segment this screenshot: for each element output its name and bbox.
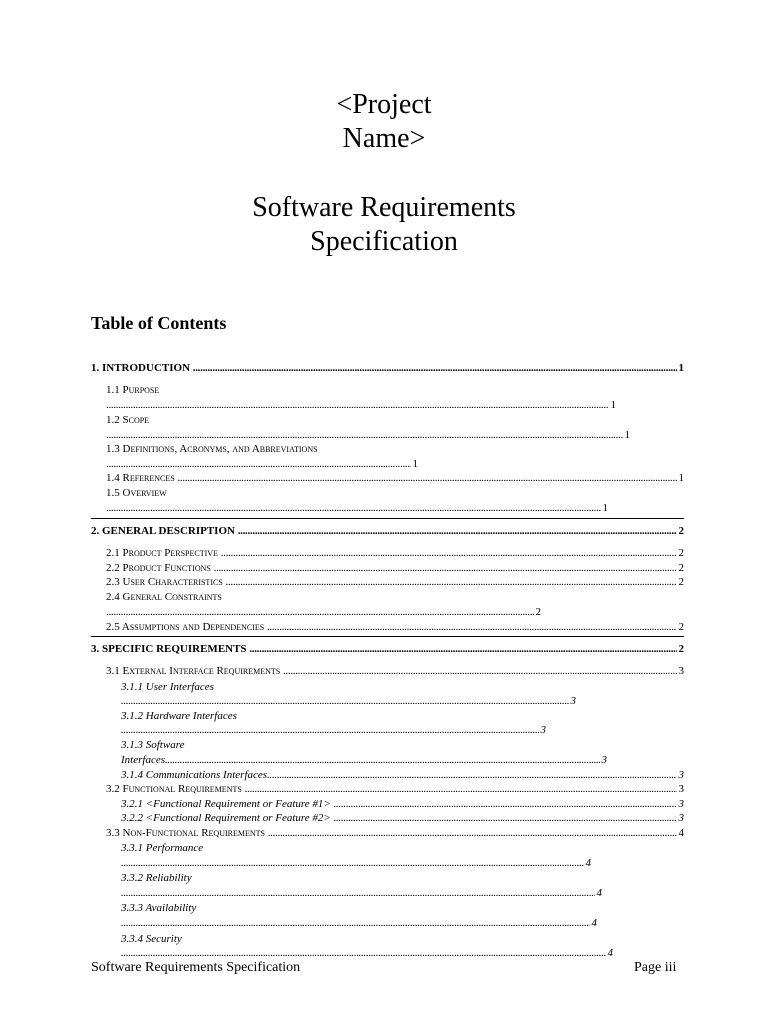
toc-entry-2-5[interactable]: 2.5 Assumptions and Dependencies ..... 2: [106, 620, 684, 634]
section-divider: [91, 518, 684, 519]
toc-entry-3-2-1[interactable]: 3.2.1 <Functional Requirement or Feature #1> ..... 3: [121, 797, 684, 811]
toc-leader-1-1: ..... 1: [106, 398, 616, 412]
toc-leader-2-4: ..... 2: [106, 605, 541, 619]
toc-heading: Table of Contents: [91, 313, 227, 333]
toc-entry-3-3-3[interactable]: 3.3.3 Availability: [121, 902, 197, 914]
toc-entry-1-3[interactable]: 1.3 Definitions, Acronyms, and Abbreviations: [106, 443, 318, 455]
project-name-title: <Project Name>: [336, 89, 432, 154]
footer-page-number: Page iii: [634, 960, 677, 975]
section-divider: [91, 636, 684, 637]
toc-entry-3-1-3-cont[interactable]: Interfaces ..... 3: [121, 753, 607, 767]
toc-entry-3-3-2[interactable]: 3.3.2 Reliability: [121, 872, 192, 884]
toc-leader-3-1-1: ..... 3: [121, 694, 576, 708]
toc-leader-1-3: ..... 1: [106, 457, 418, 471]
toc-entry-3[interactable]: 3. SPECIFIC REQUIREMENTS ..... 2: [91, 642, 684, 656]
toc-entry-2-1[interactable]: 2.1 Product Perspective ..... 2: [106, 546, 684, 560]
toc-leader-3-3-3: ..... 4: [121, 916, 597, 930]
toc-leader-3-3-2: ..... 4: [121, 886, 602, 900]
toc-entry-3-1-2[interactable]: 3.1.2 Hardware Interfaces: [121, 710, 237, 722]
toc-entry-1[interactable]: 1. INTRODUCTION ..... 1: [91, 361, 684, 375]
toc-leader-3-1-2: ..... 3: [121, 723, 546, 737]
toc-entry-3-3[interactable]: 3.3 Non-Functional Requirements ..... 4: [106, 826, 684, 840]
toc-entry-3-1[interactable]: 3.1 External Interface Requirements ..... 3: [106, 664, 684, 678]
toc-entry-3-3-4[interactable]: 3.3.4 Security: [121, 933, 182, 945]
footer-document-name: Software Requirements Specification: [91, 960, 301, 975]
toc-entry-2[interactable]: 2. GENERAL DESCRIPTION ..... 2: [91, 524, 684, 538]
toc-entry-1-5[interactable]: 1.5 Overview: [106, 487, 167, 499]
toc-entry-1-1[interactable]: 1.1 Purpose: [106, 384, 160, 396]
document-title: Software Requirements Specification: [252, 192, 516, 257]
toc-entry-3-1-1[interactable]: 3.1.1 User Interfaces: [121, 681, 214, 693]
toc-entry-3-2[interactable]: 3.2 Functional Requirements ..... 3: [106, 782, 684, 796]
toc-entry-3-1-3[interactable]: 3.1.3 Software: [121, 739, 185, 751]
toc-leader-1-5: ..... 1: [106, 501, 608, 515]
toc-leader-1-2: ..... 1: [106, 428, 630, 442]
toc-entry-2-2[interactable]: 2.2 Product Functions ..... 2: [106, 561, 684, 575]
toc-entry-3-3-1[interactable]: 3.3.1 Performance: [121, 842, 204, 854]
toc-entry-1-2[interactable]: 1.2 Scope: [106, 414, 150, 426]
toc-entry-3-2-2[interactable]: 3.2.2 <Functional Requirement or Feature #2> ..... 3: [121, 811, 684, 825]
toc-entry-3-1-4[interactable]: 3.1.4 Communications Interfaces ..... 3: [121, 768, 684, 782]
toc-entry-1-4[interactable]: 1.4 References ..... 1: [106, 471, 684, 485]
toc-entry-2-4[interactable]: 2.4 General Constraints: [106, 591, 222, 603]
toc-leader-3-3-4: ..... 4: [121, 946, 613, 960]
toc-entry-2-3[interactable]: 2.3 User Characteristics ..... 2: [106, 575, 684, 589]
toc-leader-3-3-1: ..... 4: [121, 856, 591, 870]
